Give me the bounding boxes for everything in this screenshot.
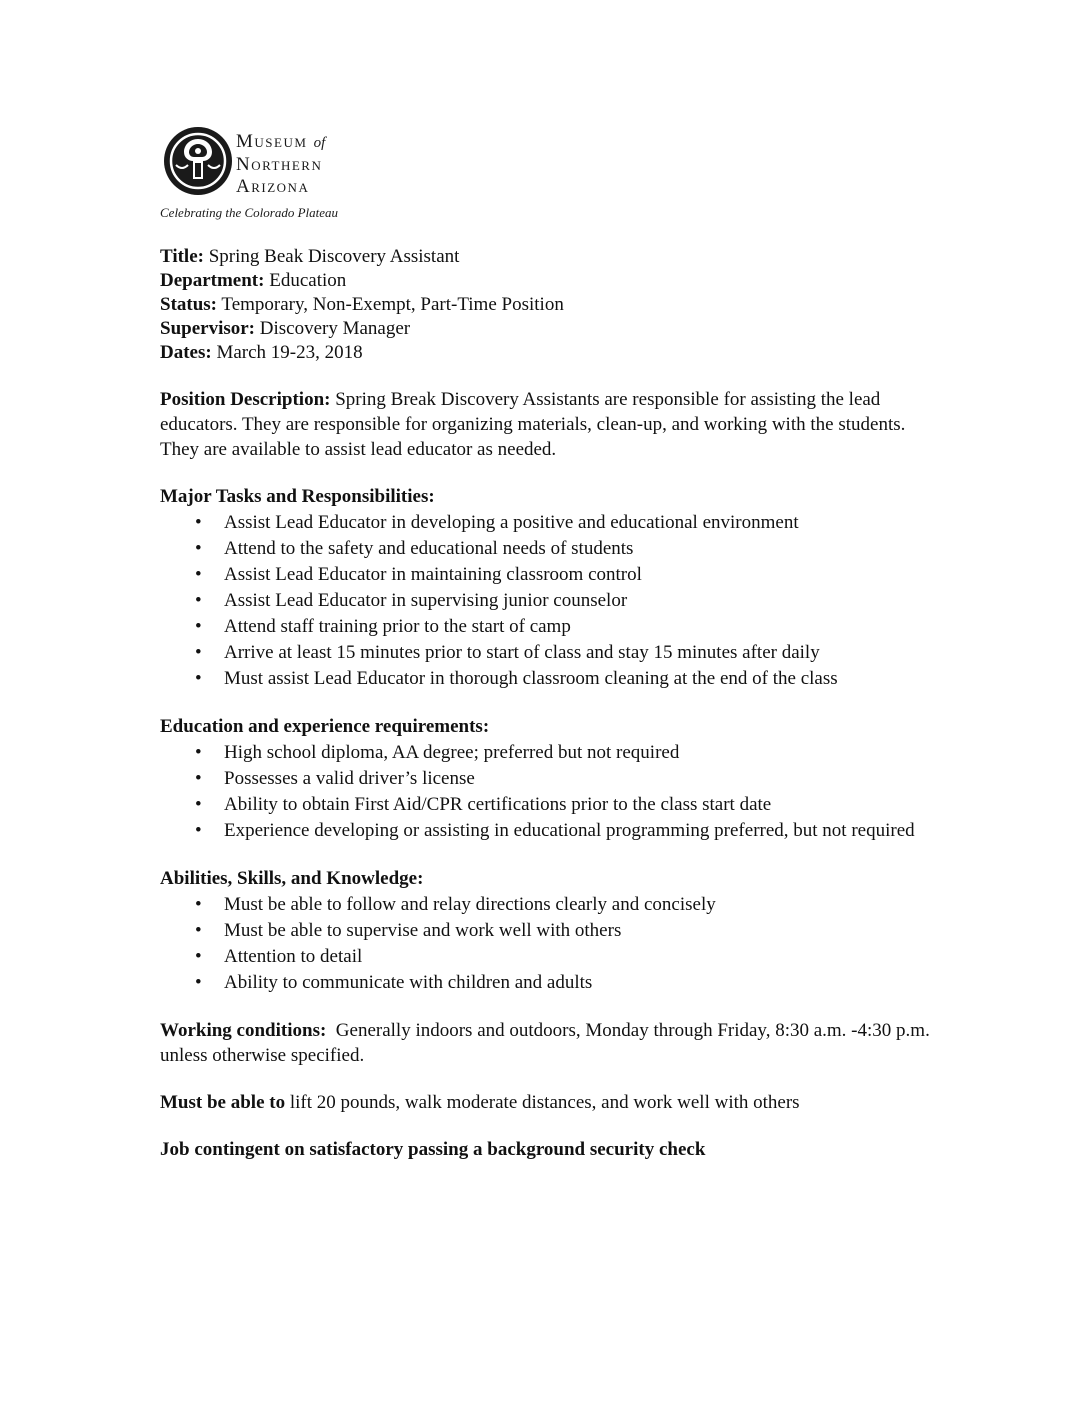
list-item: • Possesses a valid driver’s license	[160, 766, 940, 792]
list-item: • Assist Lead Educator in supervising junior counselor	[160, 588, 940, 614]
logo-line-1: Museum of	[236, 131, 326, 152]
list-item: • High school diploma, AA degree; preferred but not required	[160, 740, 940, 766]
tasks-heading: Major Tasks and Responsibilities:	[160, 486, 435, 507]
logo-tagline: Celebrating the Colorado Plateau	[160, 205, 339, 220]
museum-emblem-icon	[162, 125, 234, 197]
abilities-list	[160, 892, 940, 996]
list-item: • Ability to communicate with children and adults	[160, 970, 940, 996]
list-item: • Attention to detail	[160, 944, 940, 970]
list-item: • Assist Lead Educator in maintaining classroom control	[160, 562, 940, 588]
museum-logo	[160, 125, 420, 225]
list-item: • Must be able to follow and relay directions clearly and concisely	[160, 892, 940, 918]
field-status: Status: Temporary, Non-Exempt, Part-Time Position	[160, 294, 564, 315]
list-item: • Attend to the safety and educational needs of students	[160, 536, 940, 562]
list-item: • Assist Lead Educator in developing a positive and educational environment	[160, 510, 940, 536]
education-list	[160, 740, 940, 844]
tasks-list	[160, 510, 940, 692]
field-department: Department: Education	[160, 270, 347, 291]
must-be-able: Must be able to lift 20 pounds, walk moderate distances, and work well with others	[160, 1092, 800, 1113]
logo-line-2: Northern	[236, 154, 323, 175]
field-title: Title: Spring Beak Discovery Assistant	[160, 246, 460, 267]
list-item: • Experience developing or assisting in educational programming preferred, but not required	[160, 818, 940, 844]
list-item: • Attend staff training prior to the start of camp	[160, 614, 940, 640]
job-fields	[160, 245, 940, 365]
list-item: • Arrive at least 15 minutes prior to start of class and stay 15 minutes after daily	[160, 640, 940, 666]
logo-line-3: Arizona	[236, 176, 310, 197]
field-dates: Dates: March 19-23, 2018	[160, 342, 363, 363]
list-item: • Must be able to supervise and work well with others	[160, 918, 940, 944]
background-check-note: Job contingent on satisfactory passing a background security check	[160, 1139, 706, 1160]
education-heading: Education and experience requirements:	[160, 716, 490, 737]
list-item: • Must assist Lead Educator in thorough classroom cleaning at the end of the class	[160, 666, 940, 692]
working-conditions: Working conditions: Generally indoors and outdoors, Monday through Friday, 8:30 a.m. -4:30 p.m. unless otherwise specified.	[160, 1020, 935, 1066]
field-supervisor: Supervisor: Discovery Manager	[160, 318, 411, 339]
list-item: • Ability to obtain First Aid/CPR certifications prior to the class start date	[160, 792, 940, 818]
abilities-heading: Abilities, Skills, and Knowledge:	[160, 868, 424, 889]
museum-wordmark	[236, 131, 416, 198]
position-description: Position Description: Spring Break Discovery Assistants are responsible for assisting the lead educators. They are responsible for organizing materials, clean-up, and working with the students. They are available to assist lead educator as needed.	[160, 389, 906, 460]
document-body	[160, 245, 940, 1162]
